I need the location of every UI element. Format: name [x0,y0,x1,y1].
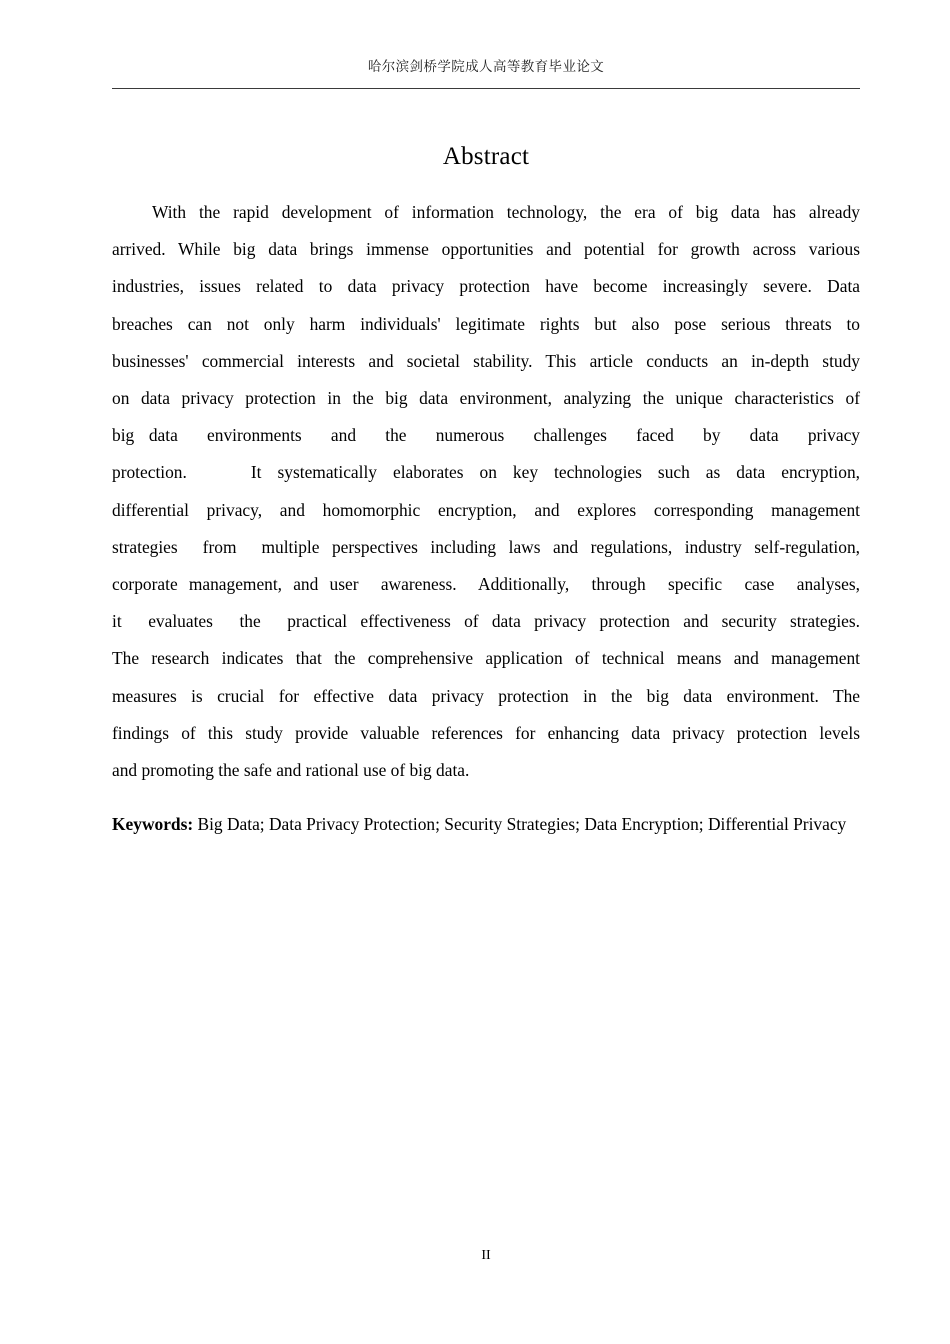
abstract-line-text: With the rapid development of information technology, the era of big data has already [152,202,860,222]
abstract-line: strategies from multiple perspectives including laws and regulations, industry self-regulation, [112,536,860,557]
abstract-line: breaches can not only harm individuals' legitimate rights but also pose serious threats to [112,313,860,334]
keywords-label: Keywords: [112,814,194,835]
abstract-line: big data environments and the numerous challenges faced by data privacy [112,425,860,446]
abstract-line [112,194,860,231]
page-number: II [481,1248,491,1263]
abstract-line: corporate management, and user awareness. Additionally, through specific case analyses, [112,574,860,595]
abstract-line: The research indicates that the comprehensive application of technical means and management [112,648,860,669]
running-header [112,58,860,76]
header-divider-rule [112,88,860,89]
page-footer [112,1246,860,1265]
abstract-line: measures is crucial for effective data privacy protection in the big data environment. The [112,685,860,706]
abstract-line: protection. It systematically elaborates on key technologies such as data encryption, [112,462,860,483]
abstract-line: differential privacy, and homomorphic encryption, and explores corresponding management [112,499,860,520]
abstract-line: findings of this study provide valuable references for enhancing data privacy protection levels [112,722,860,743]
keywords-section [112,813,860,837]
keywords-value: Big Data; Data Privacy Protection; Security Strategies; Data Encryption; Differential Privacy [193,814,847,835]
abstract-line: businesses' commercial interests and societal stability. This article conducts an in-depth study [112,350,860,371]
abstract-line: on data privacy protection in the big data environment, analyzing the unique characteristics of [112,388,860,409]
abstract-paragraph [112,194,860,789]
abstract-line: arrived. While big data brings immense opportunities and potential for growth across various [112,239,860,260]
abstract-line: and promoting the safe and rational use of big data. [112,760,470,781]
running-header-text: 哈尔滨剑桥学院成人高等教育毕业论文 [367,59,605,75]
abstract-line: it evaluates the practical effectiveness of data privacy protection and security strategies. [112,611,860,632]
document-body [112,140,860,837]
page-title: Abstract [442,143,530,170]
abstract-line: industries, issues related to data privacy protection have become increasingly severe. Data [112,276,860,297]
